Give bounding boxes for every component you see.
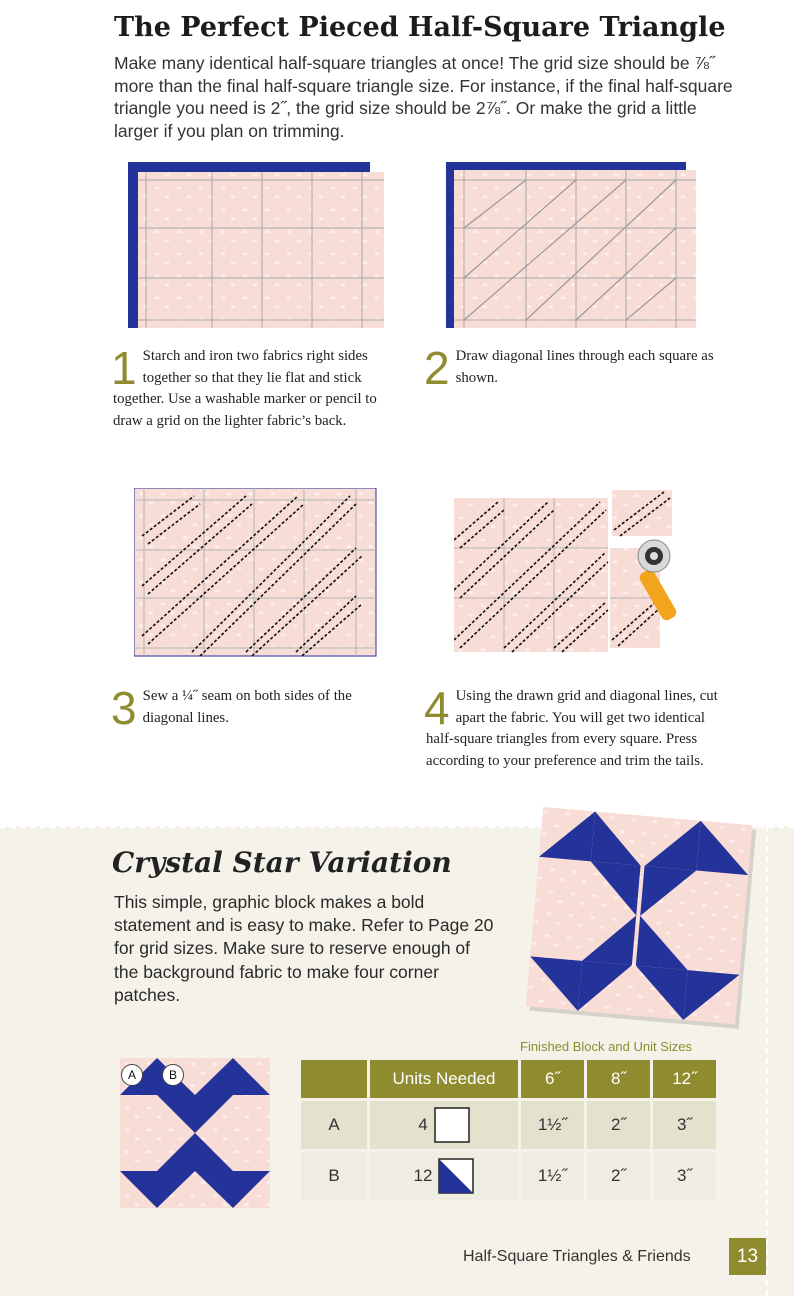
size-6: 1½˝ xyxy=(520,1100,586,1151)
figure-step-2 xyxy=(446,160,696,330)
units-count: 12 xyxy=(413,1166,433,1185)
size-12: 3˝ xyxy=(652,1100,717,1151)
table-row xyxy=(301,1151,716,1201)
variation-title: Crystal Star Variation xyxy=(112,846,452,879)
unit-sizes-table xyxy=(301,1060,716,1200)
step-2 xyxy=(424,342,716,394)
figure-step-1 xyxy=(128,160,384,330)
section-divider-vertical xyxy=(766,826,768,1296)
step-1-text: Starch and iron two fabrics right sides together so that they lie flat and stick together. Use a washable marker or pencil to draw a grid on the lighter fabric’s back. xyxy=(113,348,377,429)
step-1-number: 1 xyxy=(111,342,137,394)
units-cell xyxy=(369,1100,520,1151)
header-12: 12˝ xyxy=(652,1060,717,1100)
figure-step-4 xyxy=(454,490,700,654)
step-4 xyxy=(424,682,718,772)
step-3-number: 3 xyxy=(111,682,137,734)
running-footer: Half-Square Triangles & Friends xyxy=(463,1248,691,1265)
header-units-needed: Units Needed xyxy=(369,1060,520,1100)
step-3-text: Sew a ¼˝ seam on both sides of the diagonal lines. xyxy=(142,688,352,726)
header-8: 8˝ xyxy=(586,1060,652,1100)
step-1 xyxy=(111,342,403,432)
size-8: 2˝ xyxy=(586,1100,652,1151)
row-label: B xyxy=(301,1151,369,1201)
unit-a-badge: A xyxy=(121,1064,143,1086)
row-label: A xyxy=(301,1100,369,1151)
table-caption: Finished Block and Unit Sizes xyxy=(520,1039,692,1054)
size-12: 3˝ xyxy=(652,1151,717,1201)
table-header-row xyxy=(301,1060,716,1100)
variation-description: This simple, graphic block makes a bold statement and is easy to make. Refer to Page 20 for grid sizes. Make sure to reserve enough of the background fabric to make four corner patches. xyxy=(114,892,494,1005)
units-cell xyxy=(369,1151,520,1201)
step-3 xyxy=(111,682,403,734)
half-square-triangle-icon xyxy=(438,1158,474,1194)
table-row xyxy=(301,1100,716,1151)
step-2-number: 2 xyxy=(424,342,450,394)
page-title: The Perfect Pieced Half-Square Triangle xyxy=(114,12,726,43)
pink-fabric-layer xyxy=(138,172,384,328)
units-count: 4 xyxy=(418,1115,428,1134)
size-8: 2˝ xyxy=(586,1151,652,1201)
step-4-number: 4 xyxy=(424,682,450,734)
header-6: 6˝ xyxy=(520,1060,586,1100)
unit-b-badge: B xyxy=(162,1064,184,1086)
page-number: 13 xyxy=(729,1238,766,1275)
intro-paragraph: Make many identical half-square triangles at once! The grid size should be ⅞˝ more than the final half-square triangle size. For instance, if the final half-square triangle you need is 2˝, the grid size should be 2⅞˝. Or make the grid a little larger if you plan on trimming. xyxy=(114,53,733,141)
size-6: 1½˝ xyxy=(520,1151,586,1201)
plain-square-icon xyxy=(434,1107,470,1143)
step-2-text: Draw diagonal lines through each square as shown. xyxy=(455,348,714,386)
step-4-text: Using the drawn grid and diagonal lines, cut apart the fabric. You will get two identical half-square triangles from every square. Press according to your preference and trim the tails. xyxy=(426,688,718,769)
block-diagram xyxy=(120,1058,270,1208)
header-blank xyxy=(301,1060,369,1100)
finished-block-image xyxy=(520,806,764,1030)
figure-step-3 xyxy=(134,488,378,658)
